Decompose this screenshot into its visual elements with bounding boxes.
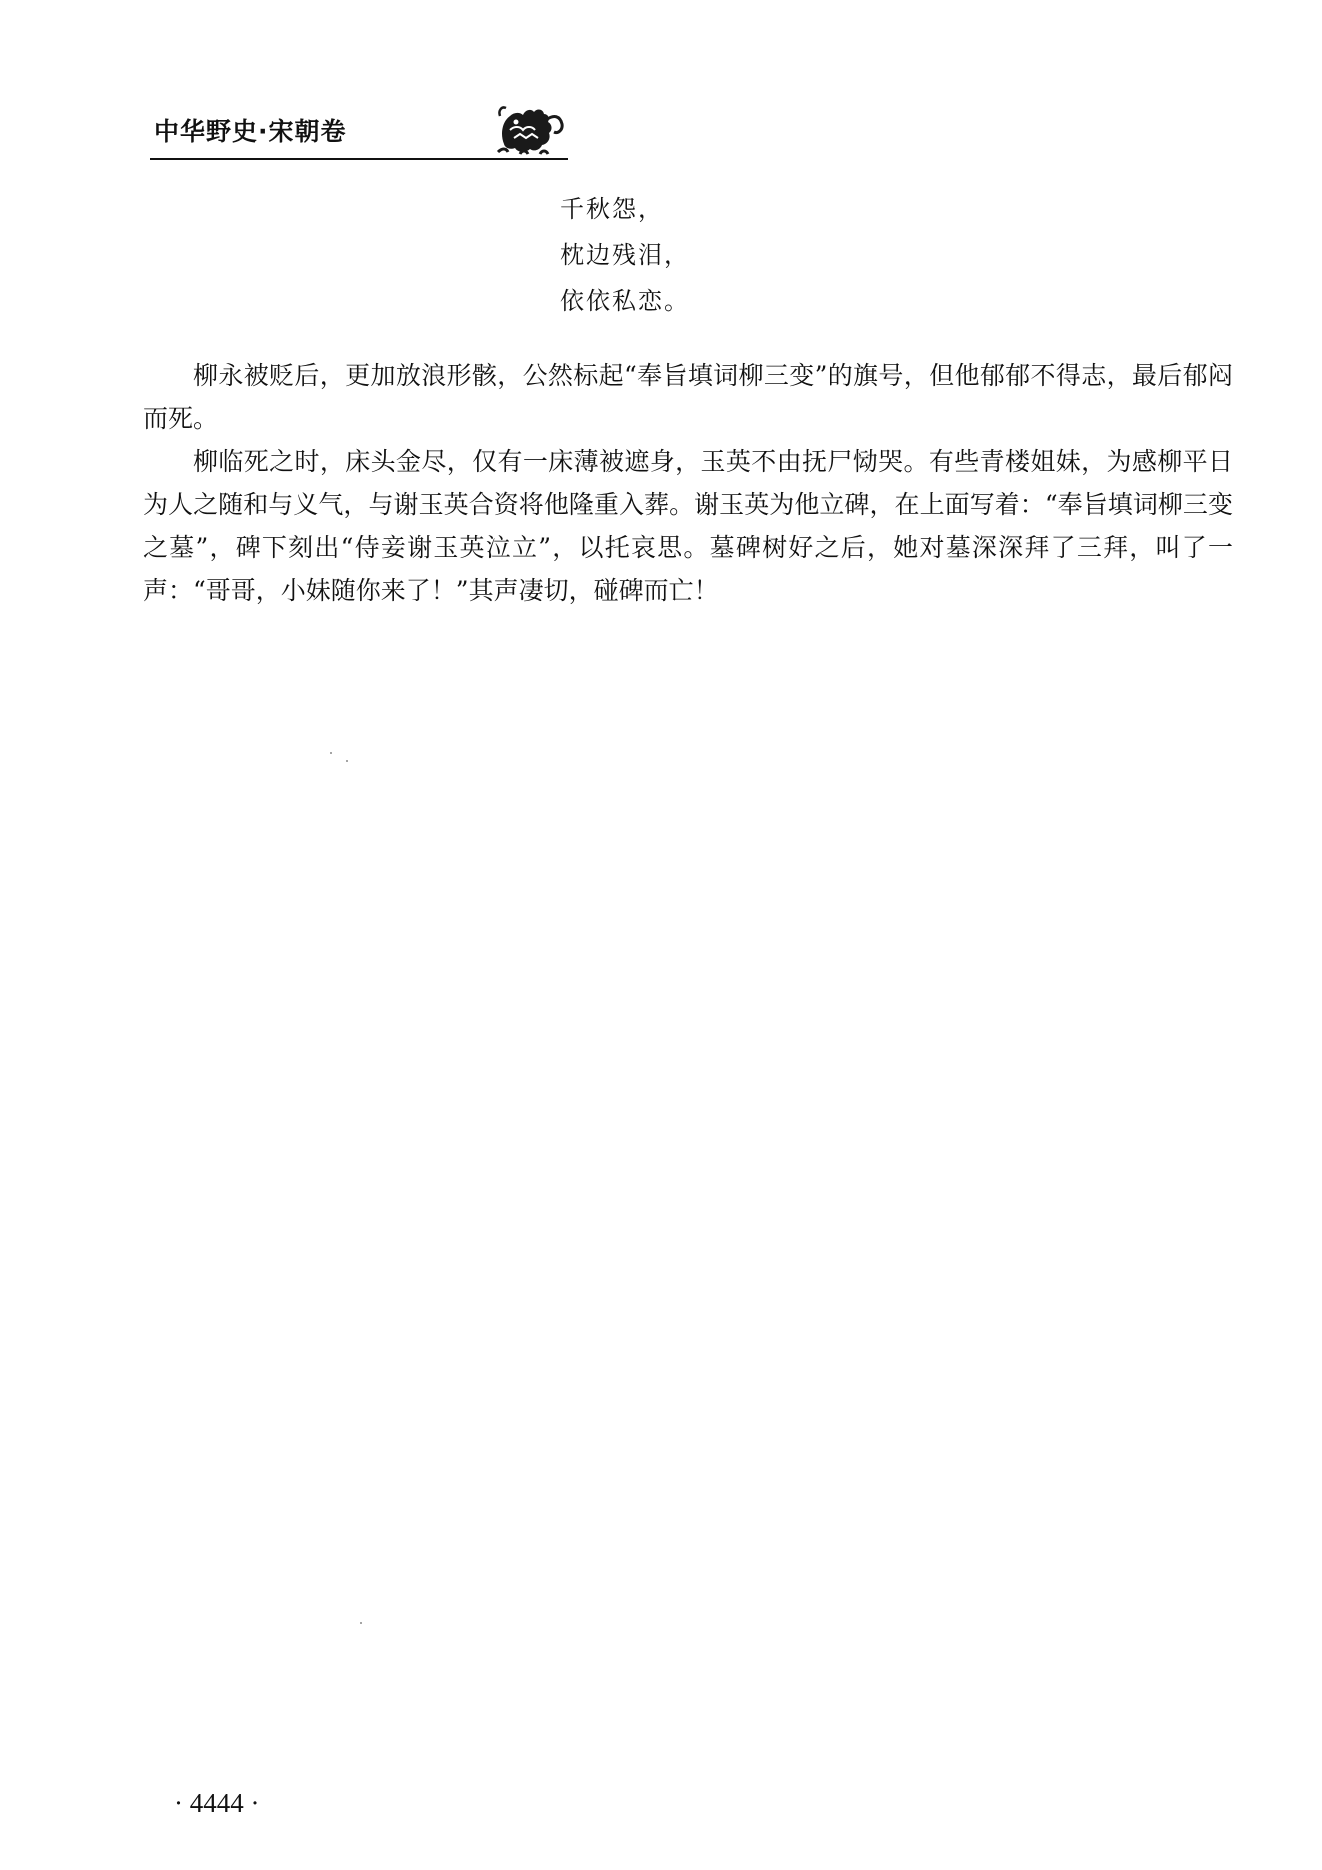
book-title: 中华野史·宋朝卷 [154,117,347,146]
tiger-emblem-icon [490,100,566,158]
paragraph: 柳临死之时，床头金尽，仅有一床薄被遮身，玉英不由抚尸恸哭。有些青楼姐妹，为感柳平日为人之随和与义气，与谢玉英合资将他隆重入葬。谢玉英为他立碑，在上面写着：“奉旨填词柳三变之墓”，碑下刻出“侍妾谢玉英泣立”，以托哀思。墓碑树好之后，她对墓深深拜了三拜，叫了一声：“哥哥，小妹随你来了！”其声凄切，碰碑而亡！ [143,447,1233,605]
poem-line: 枕边残泪， [560,241,690,269]
page-number: · 4444 · [174,1788,260,1818]
poem [560,186,690,324]
body-text [143,354,1233,612]
header-rule [150,158,568,160]
scan-speck [330,752,332,754]
poem-line: 依依私恋。 [560,287,690,315]
paragraph: 柳永被贬后，更加放浪形骸，公然标起“奉旨填词柳三变”的旗号，但他郁郁不得志，最后郁闷而死。 [143,361,1233,433]
scan-speck [360,1622,362,1624]
running-header [150,96,568,162]
poem-line: 千秋怨， [560,195,664,223]
scan-speck [346,760,348,762]
